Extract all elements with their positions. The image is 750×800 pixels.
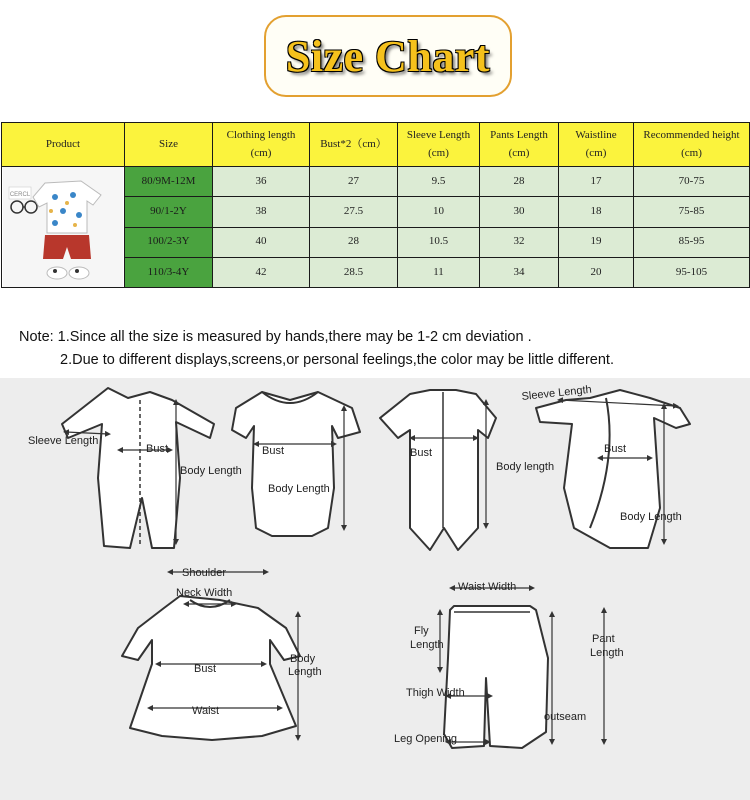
header-bust: Bust*2（cm） — [310, 123, 398, 167]
size-cell: 80/9M-12M — [125, 167, 213, 197]
label-dress-waist: Waist — [192, 705, 220, 717]
waistline-cell: 20 — [559, 257, 634, 287]
recommended-height-cell: 95-105 — [634, 257, 750, 287]
clothing-length-cell: 36 — [213, 167, 310, 197]
sleeve-length-cell: 11 — [398, 257, 480, 287]
note-line-1: Note: 1.Since all the size is measured by hands,there may be 1-2 cm deviation . — [19, 329, 532, 345]
label-pants-leg: Leg Opening — [394, 733, 457, 745]
label-bodysuit-body: Body Length — [268, 483, 330, 495]
pants-drawing — [444, 606, 548, 748]
waistline-cell: 18 — [559, 197, 634, 227]
baby-outfit-photo — [3, 167, 123, 287]
table-header-row — [2, 123, 750, 167]
waistline-cell: 17 — [559, 167, 634, 197]
bust-cell: 28.5 — [310, 257, 398, 287]
waistline-cell: 19 — [559, 227, 634, 257]
label-pants-fly-1: Fly — [414, 625, 429, 637]
title-banner — [264, 15, 512, 97]
size-cell: 110/3-4Y — [125, 257, 213, 287]
label-kimono-sleeve: Sleeve Length — [521, 383, 593, 403]
label-dress-body-2: Length — [288, 666, 322, 678]
kimono-drawing — [536, 390, 690, 548]
pants-length-cell: 34 — [480, 257, 559, 287]
label-pants-length-1: Pant — [592, 633, 615, 645]
size-cell: 100/2-3Y — [125, 227, 213, 257]
size-table — [1, 122, 750, 288]
page-title: Size Chart — [285, 31, 491, 81]
recommended-height-cell: 85-95 — [634, 227, 750, 257]
label-dress-shoulder: Shoulder — [182, 567, 227, 579]
recommended-height-cell: 75-85 — [634, 197, 750, 227]
recommended-height-cell: 70-75 — [634, 167, 750, 197]
label-pants-thigh: Thigh Width — [406, 687, 465, 699]
label-pants-waist: Waist Width — [458, 581, 517, 593]
header-clothing-length: Clothing length (cm) — [213, 123, 310, 167]
shortall-drawing — [380, 390, 496, 550]
bust-cell: 28 — [310, 227, 398, 257]
pants-length-cell: 28 — [480, 167, 559, 197]
table-row — [2, 167, 750, 197]
pants-length-cell: 30 — [480, 197, 559, 227]
label-shortall-body: Body length — [496, 461, 555, 473]
label-kimono-body: Body Length — [620, 511, 682, 523]
label-pants-length-2: Length — [590, 647, 624, 659]
pants-length-cell: 32 — [480, 227, 559, 257]
header-waistline: Waistline (cm) — [559, 123, 634, 167]
label-pants-fly-2: Length — [410, 639, 444, 651]
label-bodysuit-bust: Bust — [262, 445, 285, 457]
sleeve-length-cell: 10 — [398, 197, 480, 227]
header-product: Product — [2, 123, 125, 167]
header-recommended-height: Recommended height (cm) — [634, 123, 750, 167]
clothing-length-cell: 42 — [213, 257, 310, 287]
bust-cell: 27 — [310, 167, 398, 197]
product-image-cell — [2, 167, 125, 288]
label-romper-body: Body Length — [180, 465, 242, 477]
sleeve-length-cell: 10.5 — [398, 227, 480, 257]
notes — [19, 326, 614, 372]
bodysuit-drawing — [232, 392, 360, 536]
label-romper-sleeve: Sleeve Length — [28, 435, 99, 447]
clothing-length-cell: 38 — [213, 197, 310, 227]
note-line-2: 2.Due to different displays,screens,or personal feelings,the color may be little different. — [60, 352, 614, 368]
label-kimono-bust: Bust — [604, 443, 627, 455]
label-romper-bust: Bust — [146, 443, 169, 455]
label-dress-neck: Neck Width — [176, 587, 233, 599]
svg-text:CERCL: CERCL — [9, 192, 31, 198]
header-pants-length: Pants Length (cm) — [480, 123, 559, 167]
sleeve-length-cell: 9.5 — [398, 167, 480, 197]
header-sleeve-length: Sleeve Length (cm) — [398, 123, 480, 167]
label-dress-bust: Bust — [194, 663, 217, 675]
clothing-length-cell: 40 — [213, 227, 310, 257]
label-dress-body-1: Body — [290, 653, 316, 665]
measurement-diagram — [0, 378, 750, 800]
label-shortall-bust: Bust — [410, 447, 433, 459]
header-size: Size — [125, 123, 213, 167]
bust-cell: 27.5 — [310, 197, 398, 227]
size-cell: 90/1-2Y — [125, 197, 213, 227]
label-pants-outseam: outseam — [544, 711, 587, 723]
